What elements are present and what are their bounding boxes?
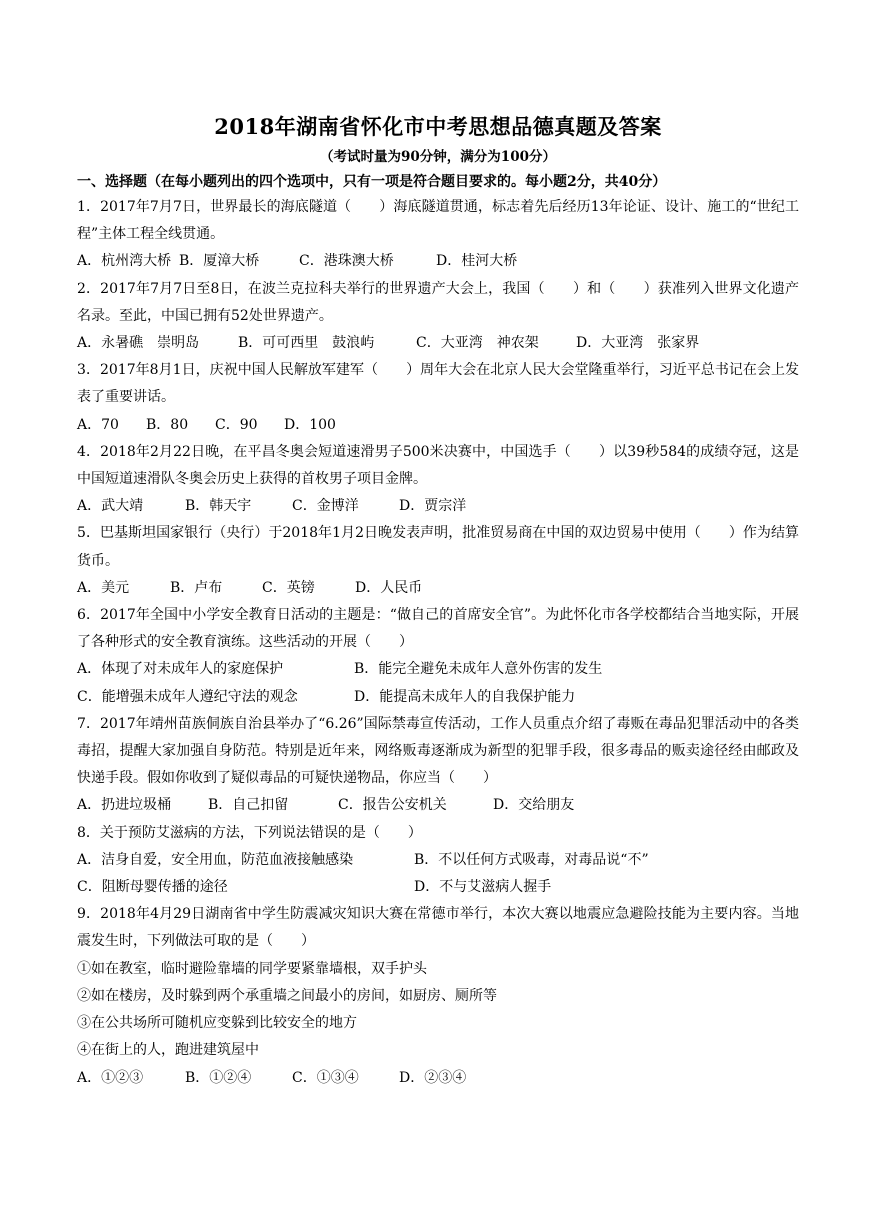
option-b: B．80 <box>146 416 189 433</box>
statement-3: ③在公共场所可随机应变躲到比较安全的地方 <box>77 1015 357 1032</box>
question-7 <box>77 711 799 820</box>
question-stem: 4．2018年2月22日晚，在平昌冬奥会短道速滑男子500米决赛中，中国选手（ ）以39秒584的成绩夺冠，这是中国短道速滑队冬奥会历史上获得的首枚男子项目金牌。 <box>77 443 799 488</box>
question-stem: 3．2017年8月1日，庆祝中国人民解放军建军（ ）周年大会在北京人民大会堂隆重举行，习近平总书记在会上发表了重要讲话。 <box>77 362 799 406</box>
option-c: C．能增强未成年人遵纪守法的观念 <box>77 688 298 705</box>
question-stem: 7．2017年靖州苗族侗族自治县举办了“6.26”国际禁毒宣传活动，工作人员重点介绍了毒贩在毒品犯罪活动中的各类毒招，提醒大家加强自身防范。特别是近年来，网络贩毒逐渐成为新型的犯罪手段，很多毒品的贩卖途径经由邮政及快递手段。假如你收到了疑似毒品的可疑快递物品，你应当（ ） <box>77 715 799 787</box>
option-d: D．100 <box>284 416 336 433</box>
question-options <box>77 847 799 901</box>
option-a: A．70 <box>77 416 119 433</box>
option-c: C．金博洋 <box>292 498 359 515</box>
option-b: B．能完全避免未成年人意外伤害的发生 <box>354 661 603 678</box>
option-c: C．港珠澳大桥 <box>299 253 394 270</box>
exam-info: （考试时量为90分钟，满分为100分） <box>320 149 556 165</box>
question-8 <box>77 820 799 902</box>
question-options <box>77 493 799 520</box>
question-stem: 9．2018年4月29日湖南省中学生防震减灾知识大赛在常德市举行，本次大赛以地震应急避险技能为主要内容。当地震发生时，下列做法可取的是（ ） <box>77 906 799 950</box>
option-b: B．自己扣留 <box>208 797 289 814</box>
option-b: B．韩天宇 <box>185 498 252 515</box>
option-b: B．卢布 <box>170 579 223 596</box>
option-a: A．美元 <box>77 579 130 596</box>
question-9 <box>77 901 799 1091</box>
question-options <box>77 248 799 275</box>
question-2 <box>77 276 799 358</box>
option-a: A．体现了对未成年人的家庭保护 <box>77 661 284 678</box>
question-stem: 2．2017年7月7日至8日，在波兰克拉科夫举行的世界遗产大会上，我国（ ）和（ ）获准列入世界文化遗产名录。至此，中国已拥有52处世界遗产。 <box>77 280 799 324</box>
question-stem: 1．2017年7月7日，世界最长的海底隧道（ ）海底隧道贯通，标志着先后经历13年论证、设计、施工的“世纪工程”主体工程全线贯通。 <box>77 199 799 243</box>
option-a: A．武大靖 <box>77 498 144 515</box>
option-d: D．大亚湾 张家界 <box>576 335 700 352</box>
question-options <box>77 330 799 357</box>
question-3 <box>77 357 799 439</box>
question-options <box>77 575 799 602</box>
statement-4: ④在街上的人，跑进建筑屋中 <box>77 1042 259 1059</box>
question-options <box>77 412 799 439</box>
option-c: C．阻断母婴传播的途径 <box>77 879 228 896</box>
question-4 <box>77 439 799 521</box>
option-d: D．能提高未成年人的自我保护能力 <box>354 688 576 705</box>
question-options <box>77 656 799 710</box>
option-d: D．②③④ <box>399 1069 467 1086</box>
option-a: A．洁身自爱，安全用血，防范血液接触感染 <box>77 851 354 868</box>
option-d: D．人民币 <box>355 579 423 596</box>
page-title: 2018年湖南省怀化市中考思想品德真题及答案 <box>214 114 662 139</box>
option-d: D．交给朋友 <box>493 797 575 814</box>
option-c: C．报告公安机关 <box>338 797 447 814</box>
option-d: D．桂河大桥 <box>436 253 518 270</box>
option-c: C．90 <box>215 416 258 433</box>
option-b: B．厦漳大桥 <box>179 253 260 270</box>
statement-2: ②如在楼房，及时躲到两个承重墙之间最小的房间，如厨房、厕所等 <box>77 987 497 1004</box>
question-options <box>77 1065 799 1092</box>
option-a: A．永暑礁 崇明岛 <box>77 335 200 352</box>
question-1 <box>77 194 799 276</box>
option-b: B．①②④ <box>185 1069 252 1086</box>
option-a: A．①②③ <box>77 1069 144 1086</box>
question-stem: 6．2017年全国中小学安全教育日活动的主题是：“做自己的首席安全官”。为此怀化市各学校都结合当地实际，开展了各种形式的安全教育演练。这些活动的开展（ ） <box>77 607 799 651</box>
option-b: B．可可西里 鼓浪屿 <box>238 335 375 352</box>
option-d: D．不与艾滋病人握手 <box>414 879 552 896</box>
option-c: C．大亚湾 神农架 <box>416 335 539 352</box>
option-a: A．杭州湾大桥 <box>77 253 172 270</box>
question-6 <box>77 602 799 711</box>
option-b: B．不以任何方式吸毒，对毒品说“不” <box>414 851 649 868</box>
question-stem: 5．巴基斯坦国家银行（央行）于2018年1月2日晚发表声明，批准贸易商在中国的双边贸易中使用（ ）作为结算货币。 <box>77 525 799 569</box>
option-c: C．英镑 <box>262 579 315 596</box>
option-a: A．扔进垃圾桶 <box>77 797 172 814</box>
section-heading: 一、选择题（在每小题列出的四个选项中，只有一项是符合题目要求的。每小题2分，共40分） <box>77 174 667 190</box>
question-5 <box>77 520 799 602</box>
question-stem: 8．关于预防艾滋病的方法，下列说法错误的是（ ） <box>77 824 422 841</box>
question-options <box>77 792 799 819</box>
option-c: C．①③④ <box>292 1069 359 1086</box>
statement-1: ①如在教室，临时避险靠墙的同学要紧靠墙根，双手护头 <box>77 960 427 977</box>
option-d: D．贾宗洋 <box>399 498 467 515</box>
